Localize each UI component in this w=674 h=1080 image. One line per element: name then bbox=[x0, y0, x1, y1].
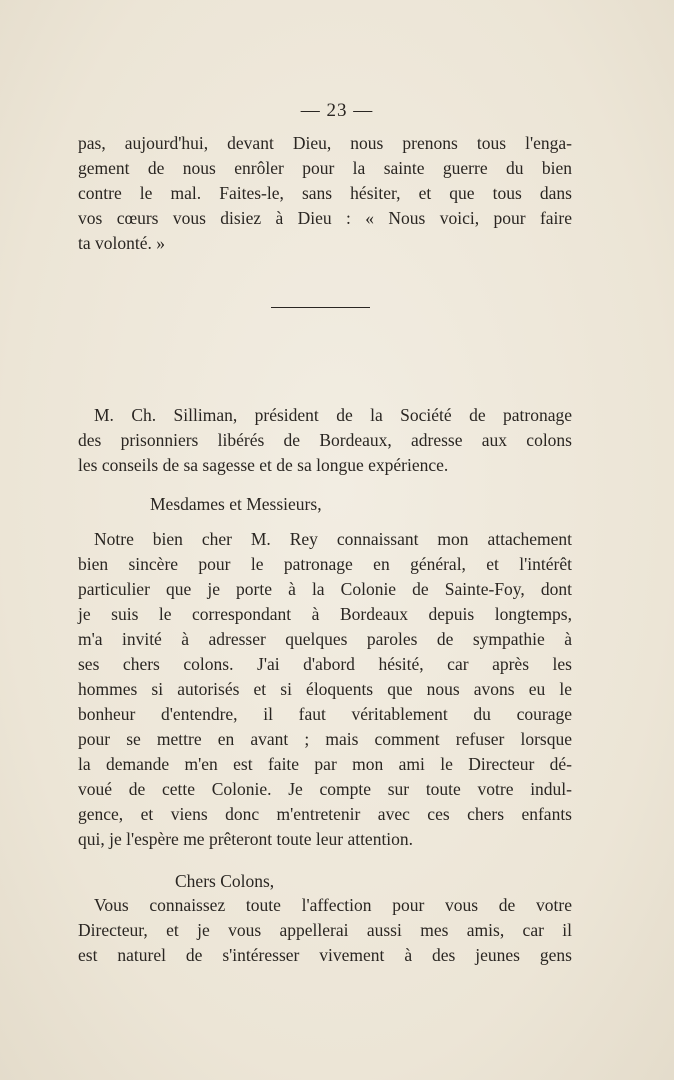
text-line: gence, et viens donc m'entretenir avec ces chers enfants bbox=[78, 804, 572, 824]
text-line: voué de cette Colonie. Je compte sur toute votre indul- bbox=[78, 779, 572, 799]
text-line: qui, je l'espère me prêteront toute leur attention. bbox=[78, 829, 414, 849]
paragraph-3 bbox=[78, 893, 572, 968]
text-line: bien sincère pour le patronage en général, et l'intérêt bbox=[78, 554, 572, 574]
text-line: m'a invité à adresser quelques paroles de sympathie à bbox=[78, 629, 572, 649]
text-line: pas, aujourd'hui, devant Dieu, nous prenons tous l'enga- bbox=[78, 133, 572, 153]
text-line: Notre bien cher M. Rey connaissant mon attachement bbox=[94, 529, 572, 549]
text-line: des prisonniers libérés de Bordeaux, adresse aux colons bbox=[78, 430, 572, 450]
text-line: M. Ch. Silliman, président de la Société de patronage bbox=[94, 405, 572, 425]
section-divider bbox=[271, 307, 370, 308]
page-number: — 23 — bbox=[300, 100, 374, 121]
text-line: particulier que je porte à la Colonie de Sainte-Foy, dont bbox=[78, 579, 572, 599]
paragraph-1 bbox=[78, 131, 572, 256]
intro-paragraph bbox=[78, 403, 572, 478]
text-line: pour se mettre en avant ; mais comment refuser lorsque bbox=[78, 729, 572, 749]
text-line: ta volonté. » bbox=[78, 233, 165, 253]
text-line: les conseils de sa sagesse et de sa longue expérience. bbox=[78, 455, 449, 475]
text-line: vos cœurs vous disiez à Dieu : « Nous voici, pour faire bbox=[78, 208, 572, 228]
text-line: bonheur d'entendre, il faut véritablement du courage bbox=[78, 704, 572, 724]
text-line: Vous connaissez toute l'affection pour vous de votre bbox=[94, 895, 572, 915]
paragraph-2 bbox=[78, 527, 572, 852]
text-line: la demande m'en est faite par mon ami le Directeur dé- bbox=[78, 754, 572, 774]
text-line: contre le mal. Faites-le, sans hésiter, et que tous dans bbox=[78, 183, 572, 203]
text-line: ses chers colons. J'ai d'abord hésité, car après les bbox=[78, 654, 572, 674]
text-line: est naturel de s'intéresser vivement à des jeunes gens bbox=[78, 945, 572, 965]
text-line: gement de nous enrôler pour la sainte guerre du bien bbox=[78, 158, 572, 178]
text-line: Directeur, et je vous appellerai aussi mes amis, car il bbox=[78, 920, 572, 940]
salutation-mesdames: Mesdames et Messieurs, bbox=[150, 494, 322, 514]
salutation-colons: Chers Colons, bbox=[175, 871, 275, 891]
text-line: je suis le correspondant à Bordeaux depuis longtemps, bbox=[78, 604, 572, 624]
text-line: hommes si autorisés et si éloquents que nous avons eu le bbox=[78, 679, 572, 699]
